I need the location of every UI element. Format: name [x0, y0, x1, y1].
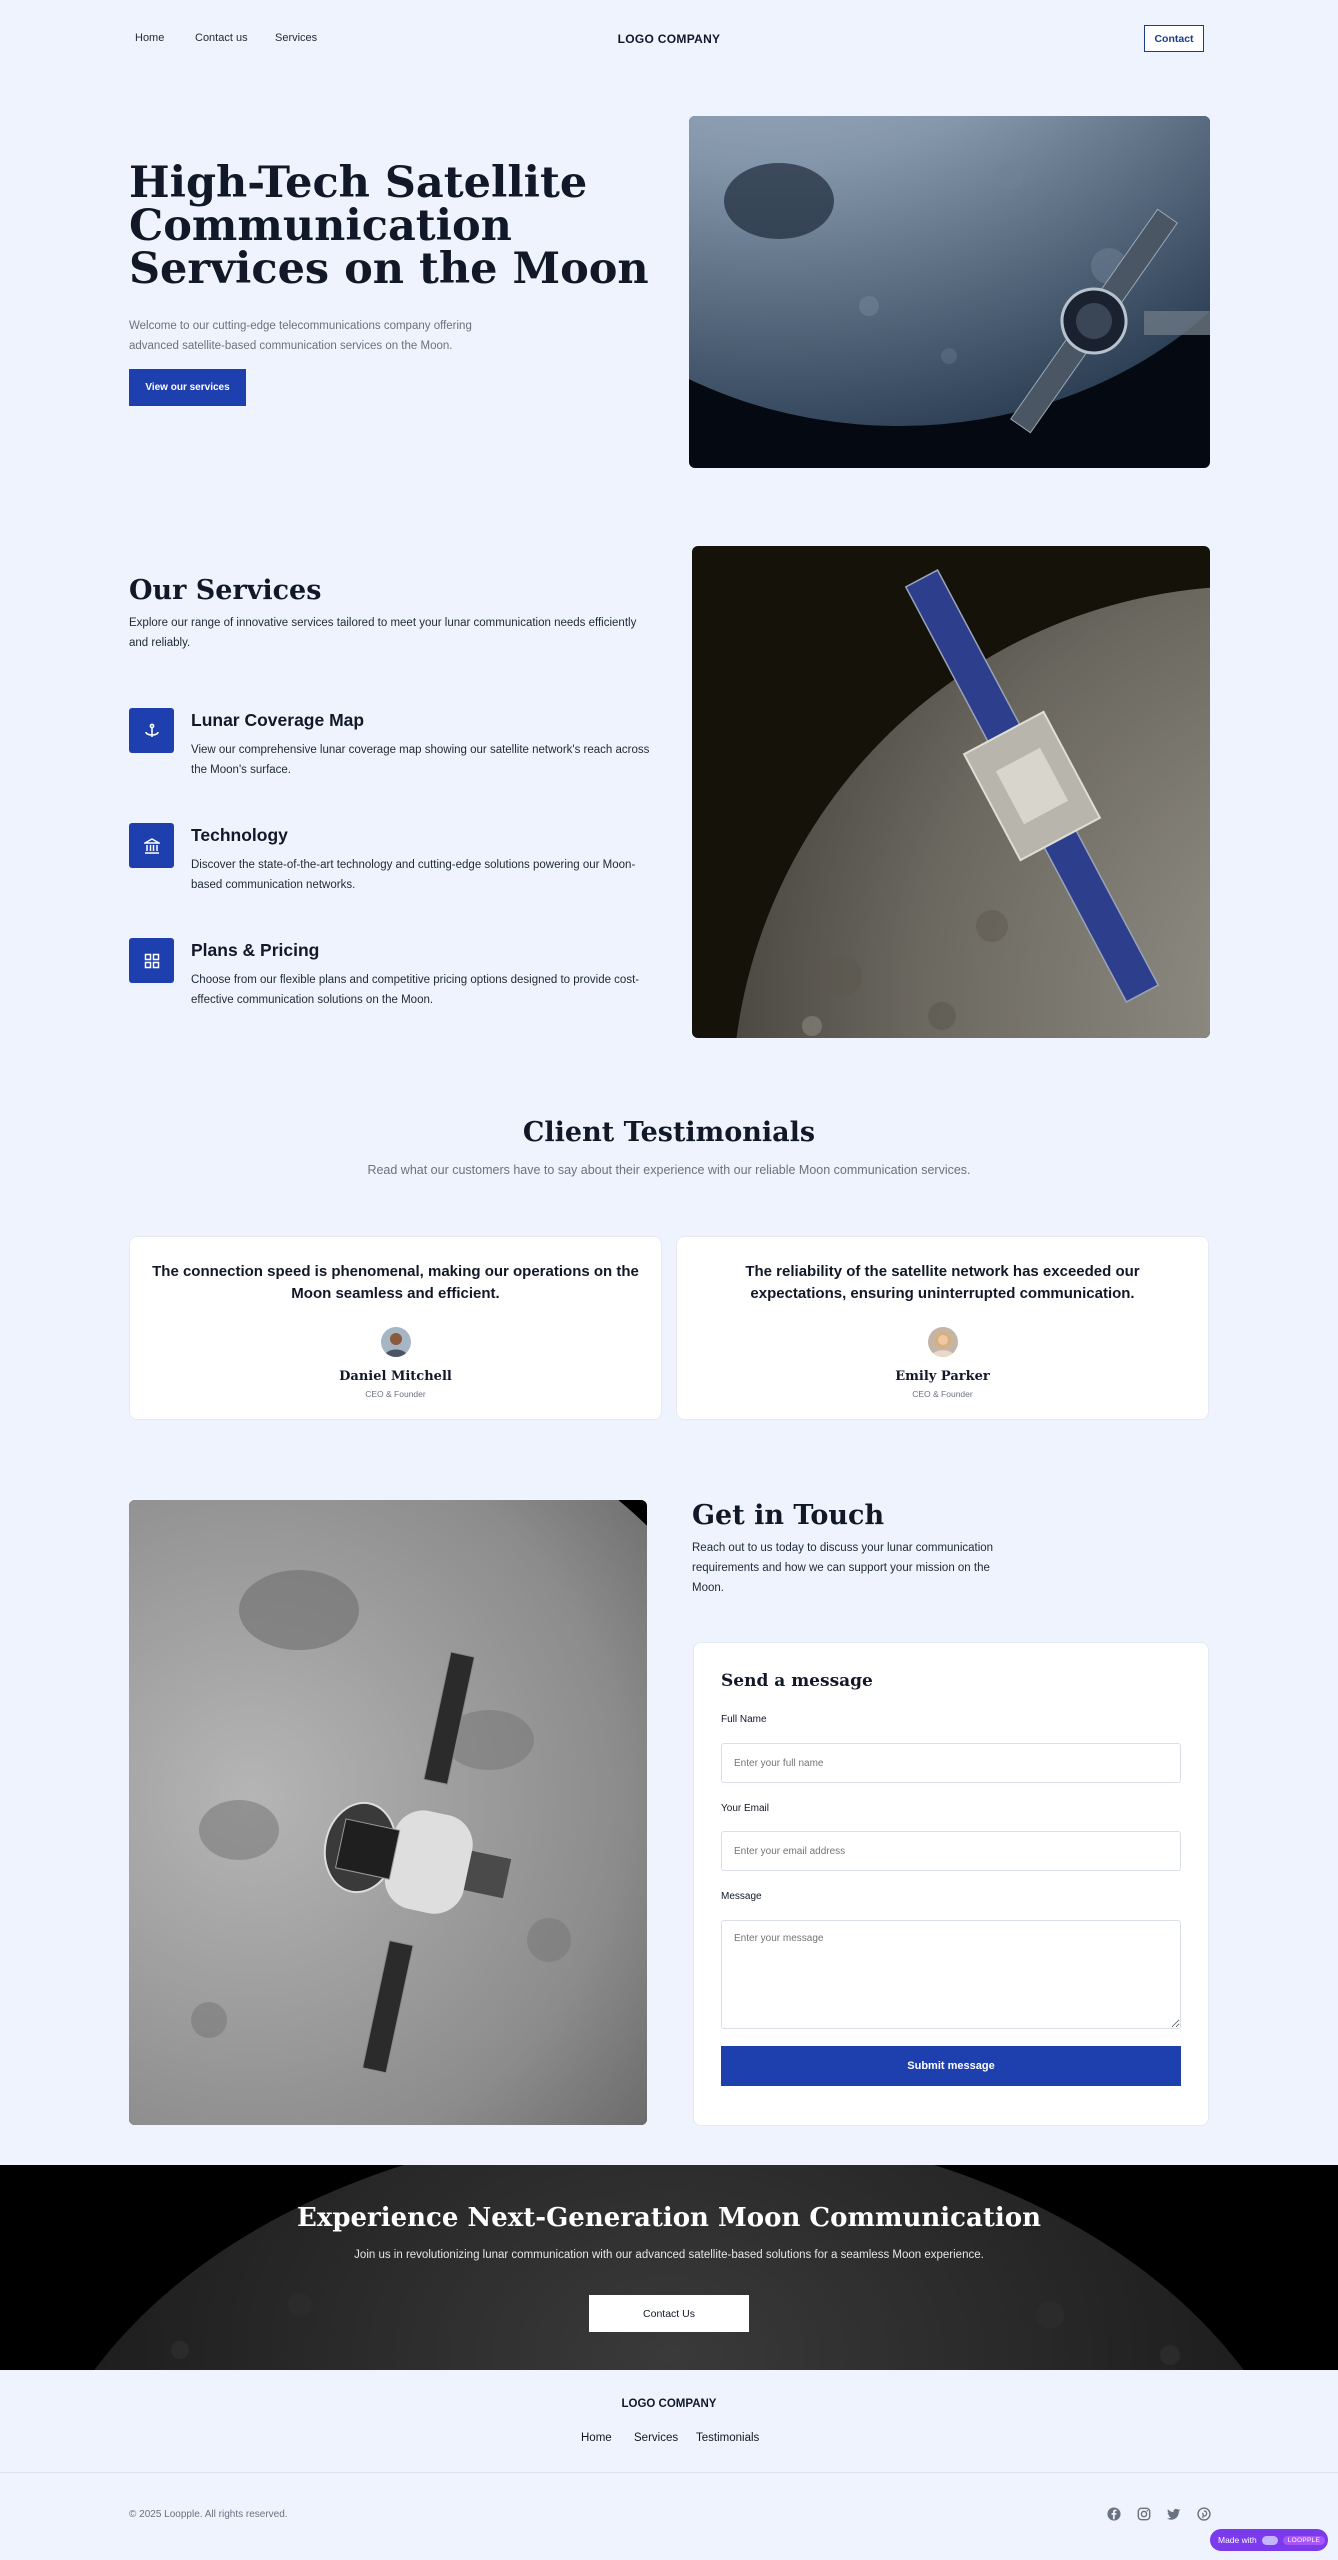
badge-brand: LOOPPLE	[1283, 2536, 1325, 2545]
submit-message-button[interactable]: Submit message	[721, 2046, 1181, 2086]
hero-title: High-Tech Satellite Communication Services on the Moon	[129, 158, 649, 294]
contact-title: Get in Touch	[692, 1500, 885, 1531]
name-input[interactable]	[721, 1743, 1181, 1783]
contact-description: Reach out to us today to discuss your lunar communication requirements and how we can support your mission on the Moon.	[692, 1542, 994, 1594]
grid-icon	[129, 938, 174, 983]
services-image	[692, 546, 1210, 1038]
cta-title: Experience Next-Generation Moon Communication	[297, 2203, 1041, 2233]
cta-section	[0, 2165, 1338, 2370]
services-description: Explore our range of innovative services tailored to meet your lunar communication needs efficiently and reliably.	[129, 617, 637, 649]
testimonial-quote: The connection speed is phenomenal, making our operations on the Moon seamless and efficient.	[152, 1263, 639, 1302]
hero-subtitle: Welcome to our cutting-edge telecommunications company offering advanced satellite-based communication services on the Moon.	[129, 320, 472, 352]
avatar	[381, 1327, 411, 1357]
nav-link-home[interactable]: Home	[135, 32, 165, 44]
instagram-icon[interactable]	[1137, 2507, 1151, 2521]
contact-form	[693, 1642, 1209, 2126]
contact-image	[129, 1500, 647, 2125]
name-label: Full Name	[721, 1714, 767, 1725]
anchor-icon	[129, 708, 174, 753]
cta-contact-button[interactable]: Contact Us	[589, 2295, 749, 2332]
avatar	[928, 1327, 958, 1357]
view-services-button[interactable]: View our services	[129, 369, 246, 406]
footer-logo[interactable]: LOGO COMPANY	[621, 2398, 717, 2410]
testimonial-name: Daniel Mitchell	[339, 1369, 452, 1384]
email-input[interactable]	[721, 1831, 1181, 1871]
service-description: View our comprehensive lunar coverage map showing our satellite network's reach across the Moon's surface.	[191, 744, 650, 776]
copyright: © 2025 Loopple. All rights reserved.	[129, 2509, 288, 2520]
made-with-badge[interactable]	[1210, 2529, 1328, 2551]
footer-link-home[interactable]: Home	[581, 2432, 612, 2444]
nav-contact-button[interactable]: Contact	[1144, 25, 1204, 52]
nav-link-contact-us[interactable]: Contact us	[195, 32, 248, 44]
bank-icon	[129, 823, 174, 868]
footer-divider	[0, 2472, 1338, 2473]
service-description: Choose from our flexible plans and competitive pricing options designed to provide cost-effective communication solutions on the Moon.	[191, 974, 640, 1006]
message-textarea[interactable]	[721, 1920, 1181, 2029]
service-title: Technology	[191, 825, 288, 845]
hero-image	[689, 116, 1210, 468]
form-title: Send a message	[721, 1671, 873, 1691]
service-title: Lunar Coverage Map	[191, 710, 365, 730]
testimonials-subtitle: Read what our customers have to say about their experience with our reliable Moon communication services.	[367, 1163, 971, 1177]
services-title: Our Services	[129, 575, 322, 606]
pinterest-icon[interactable]	[1197, 2507, 1211, 2521]
service-description: Discover the state-of-the-art technology and cutting-edge solutions powering our Moon-based communication networks.	[191, 859, 636, 891]
facebook-icon[interactable]	[1107, 2507, 1121, 2521]
cta-subtitle: Join us in revolutionizing lunar communication with our advanced satellite-based solutions for a seamless Moon experience.	[354, 2249, 984, 2261]
footer-link-services[interactable]: Services	[634, 2432, 679, 2444]
testimonial-role: CEO & Founder	[912, 1389, 973, 1399]
testimonial-card	[129, 1236, 662, 1420]
testimonial-card	[676, 1236, 1209, 1420]
service-title: Plans & Pricing	[191, 940, 320, 960]
email-label: Your Email	[721, 1803, 769, 1814]
message-label: Message	[721, 1891, 762, 1902]
testimonial-quote: The reliability of the satellite network has exceeded our expectations, ensuring uninterrupted communication.	[745, 1263, 1140, 1302]
toggle-icon	[1262, 2536, 1278, 2545]
footer-link-testimonials[interactable]: Testimonials	[696, 2432, 760, 2444]
testimonial-name: Emily Parker	[895, 1369, 990, 1384]
testimonial-role: CEO & Founder	[365, 1389, 426, 1399]
badge-label: Made with	[1218, 2535, 1257, 2545]
nav-link-services[interactable]: Services	[275, 32, 318, 44]
moon-background	[0, 2165, 1338, 2370]
twitter-icon[interactable]	[1167, 2507, 1181, 2521]
logo[interactable]: LOGO COMPANY	[617, 32, 721, 46]
testimonials-title: Client Testimonials	[522, 1117, 816, 1148]
